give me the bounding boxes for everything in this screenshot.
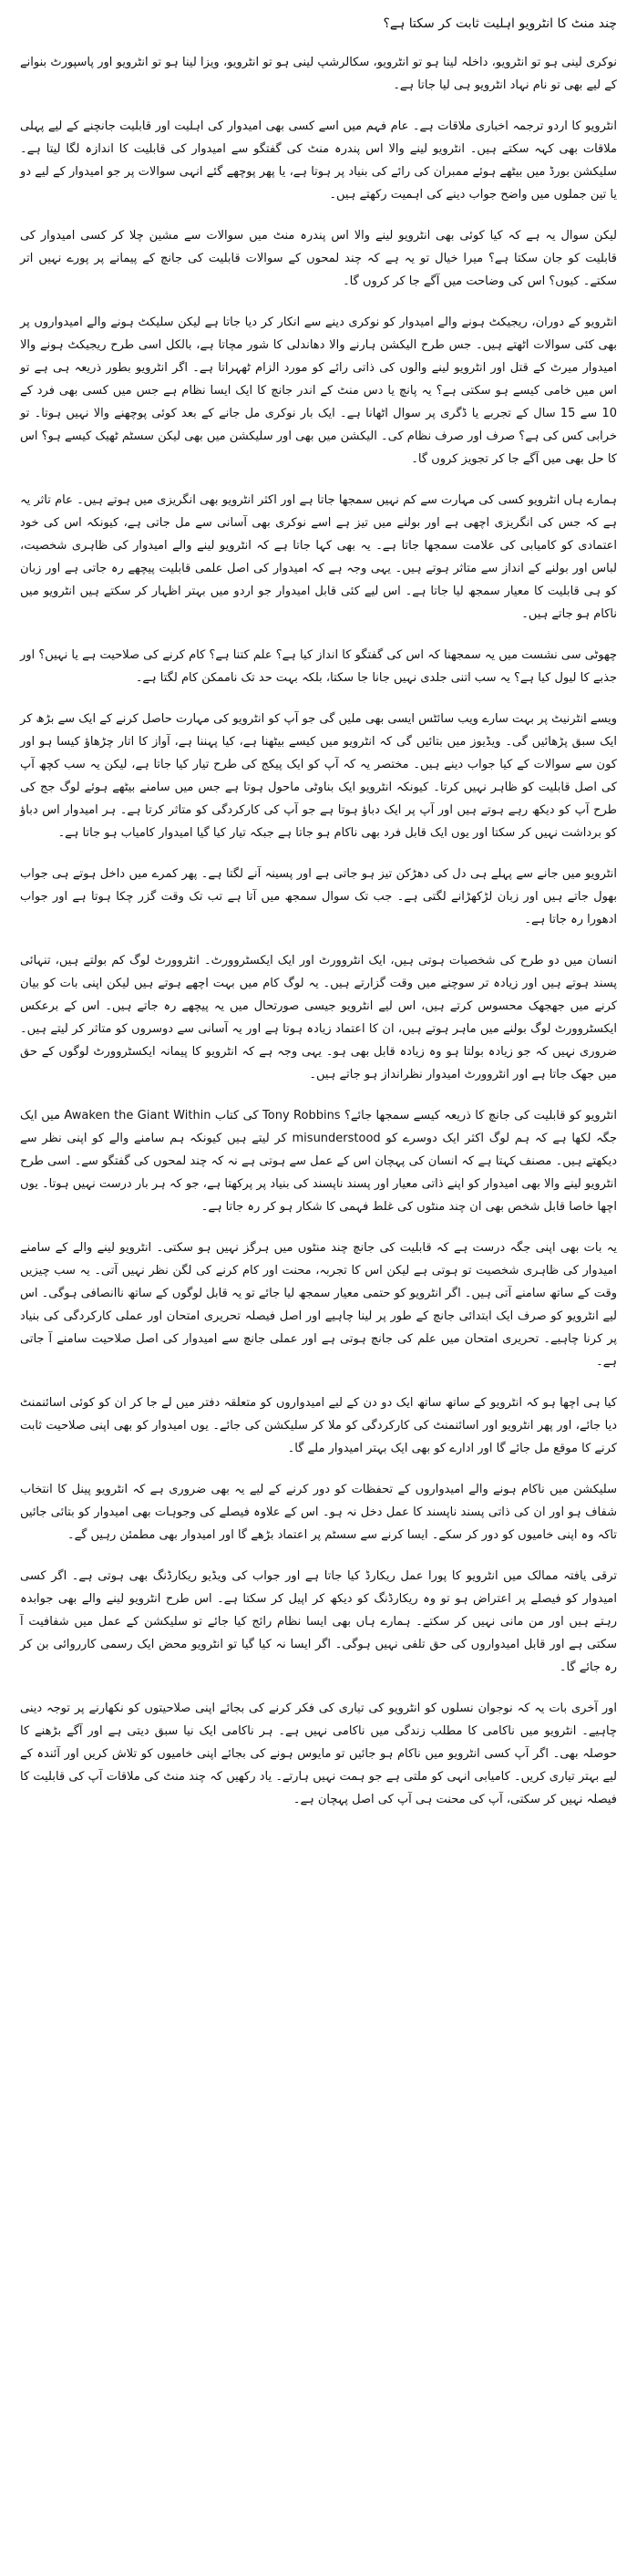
paragraph-2: انٹرویو کا اردو ترجمہ اخباری ملاقات ہے۔ عام فہم میں اسے کسی بھی امیدوار کی اہلیت اور قابلیت جانچنے کے لیے پہلی ملاقات بھی کہہ سکتے ہیں۔ انٹرویو لینے والا اس پندرہ منٹ کی گفتگو سے امیدوار کی قابلیت کا اندازہ لگا لیتا ہے۔ سلیکشن بورڈ میں بیٹھے ہوئے ممبران کی رائے کی بنیاد پر ہوتا ہے، یا پھر پوچھے گئے انہی سوالات پر جو امیدوار کے لیے دو یا تین جملوں میں واضح جواب دینے کی اہمیت رکھتے ہیں۔ (20, 119, 617, 202)
paragraph-11: یہ بات بھی اپنی جگہ درست ہے کہ قابلیت کی جانچ چند منٹوں میں ہرگز نہیں ہو سکتی۔ انٹرویو لینے والے کے سامنے امیدوار کی ظاہری شخصیت تو ہوتی ہے لیکن اس کا تجربہ، محنت اور کام کرنے کی لگن نظر نہیں آتی۔ یہ سب چیزیں وقت کے ساتھ سامنے آتی ہیں۔ اگر انٹرویو کو حتمی معیار سمجھ لیا جائے تو یہ قابل لوگوں کے ساتھ ناانصافی ہوگی۔ اس لیے انٹرویو کو صرف ایک ابتدائی جانچ کے طور پر لینا چاہیے اور اصل فیصلہ تحریری امتحان اور عملی کارکردگی کی بنیاد پر کرنا چاہیے۔ تحریری امتحان میں علم کی جانچ ہوتی ہے اور عملی جانچ سے امیدوار کی اصل صلاحیت سامنے آ جاتی ہے۔ (20, 1241, 617, 1369)
article-title: چند منٹ کا انٹرویو اہلیت ثابت کر سکتا ہے؟ (383, 16, 617, 31)
paragraph-9: انسان میں دو طرح کی شخصیات ہوتی ہیں، ایک انٹروورٹ اور ایک ایکسٹروورٹ۔ انٹروورٹ لوگ کم بولتے ہیں، تنہائی پسند ہوتے ہیں اور زیادہ تر سوچنے میں وقت گزارتے ہیں۔ یہ لوگ کام میں بہت اچھے ہوتے ہیں لیکن اپنی بات کو بیان کرنے میں جھجھک محسوس کرتے ہیں، اس لیے انٹرویو جیسی صورتحال میں یہ پیچھے رہ جاتے ہیں۔ اس کے برعکس ایکسٹروورٹ لوگ بولنے میں ماہر ہوتے ہیں، ان کا اعتماد زیادہ ہوتا ہے اور یہ آسانی سے دوسروں کو متاثر کر لیتے ہیں۔ ضروری نہیں کہ جو زیادہ بولتا ہو وہ زیادہ قابل بھی ہو۔ یہی وجہ ہے کہ انٹرویو کا پیمانہ ایکسٹروورٹ لوگوں کے حق میں جھک جاتا ہے اور انٹروورٹ امیدوار نظرانداز ہو جاتے ہیں۔ (20, 954, 617, 1081)
paragraph-15: اور آخری بات یہ کہ نوجوان نسلوں کو انٹرویو کی تیاری کی فکر کرنے کی بجائے اپنی صلاحیتوں کو نکھارنے پر توجہ دینی چاہیے۔ انٹرویو میں ناکامی کا مطلب زندگی میں ناکامی نہیں ہے۔ ہر ناکامی ایک نیا سبق دیتی ہے اور آگے بڑھنے کا حوصلہ بھی۔ اگر آپ کسی انٹرویو میں ناکام ہو جائیں تو مایوس ہونے کی بجائے اپنی خامیوں کو تلاش کریں اور آئندہ کے لیے بہتر تیاری کریں۔ کامیابی انہی کو ملتی ہے جو ہمت نہیں ہارتے۔ یاد رکھیں کہ چند منٹ کی ملاقات آپ کی قابلیت کا فیصلہ نہیں کر سکتی، آپ کی محنت ہی آپ کی اصل پہچان ہے۔ (20, 1702, 617, 1806)
paragraph-8: انٹرویو میں جانے سے پہلے ہی دل کی دھڑکن تیز ہو جاتی ہے اور پسینہ آنے لگتا ہے۔ پھر کمرے میں داخل ہوتے ہی جواب بھول جاتے ہیں اور زبان لڑکھڑانے لگتی ہے۔ جب تک سوال سمجھ میں آتا ہے تب تک وقت گزر چکا ہوتا ہے اور جواب ادھورا رہ جاتا ہے۔ (20, 867, 617, 926)
paragraph-7: ویسے انٹرنیٹ پر بہت سارے ویب سائٹس ایسی بھی ملیں گی جو آپ کو انٹرویو کی مہارت حاصل کرنے کے ایک سے بڑھ کر ایک سبق پڑھائیں گی۔ ویڈیوز میں بتائیں گی کہ انٹرویو میں کیسے بیٹھنا ہے، کیا پہننا ہے، آواز کا اتار چڑھاؤ کیسا ہو اور کون سے سوالات کے کیا جواب دینے ہیں۔ مختصر یہ کہ آپ کو ایک پیکج کی طرح تیار کیا جاتا ہے، لیکن یہ سب کچھ آپ کی اصل قابلیت کو ظاہر نہیں کرتا۔ کیونکہ انٹرویو ایک بناوٹی ماحول ہوتا ہے جس میں سامنے بیٹھے ہوئے لوگ جج کی طرح آپ کو دیکھ رہے ہوتے ہیں اور آپ پر ایک دباؤ ہوتا ہے جو آپ کی کارکردگی کو متاثر کرتا ہے۔ ہر امیدوار اس دباؤ کو برداشت نہیں کر سکتا اور یوں ایک قابل فرد بھی ناکام ہو جاتا ہے جبکہ تیار کیا گیا امیدوار کامیاب ہو جاتا ہے۔ (20, 712, 617, 840)
paragraph-6: چھوٹی سی نشست میں یہ سمجھنا کہ اس کی گفتگو کا انداز کیا ہے؟ علم کتنا ہے؟ کام کرنے کی صلاحیت ہے یا نہیں؟ اور جذبے کا لیول کیا ہے؟ یہ سب اتنی جلدی نہیں جانا جا سکتا، بلکہ بہت حد تک ناممکن کام لگتا ہے۔ (20, 648, 617, 685)
paragraph-4: انٹرویو کے دوران، ریجیکٹ ہونے والے امیدوار کو نوکری دینے سے انکار کر دیا جاتا ہے لیکن سلیکٹ ہونے والے امیدواروں پر بھی کئی سوالات اٹھتے ہیں۔ جس طرح الیکشن ہارنے والا دھاندلی کا شور مچاتا ہے، بالکل اسی طرح ریجیکٹ ہونے والا امیدوار میرٹ کے قتل اور انٹرویو لینے والوں کی ذاتی رائے کو مورد الزام ٹھہراتا ہے۔ اگر انٹرویو بطور ذریعہ ہی ہے تو اس میں خامی کیسے ہو سکتی ہے؟ یہ پانچ یا دس منٹ کے اندر جانچ کا ایک ایسا نظام ہے جس میں کسی بھی فرد کے 10 سے 15 سال کے تجربے یا ڈگری پر سوال اٹھانا ہے۔ ایک بار نوکری مل جانے کے بعد کوئی پوچھنے والا نہیں ہوتا۔ تو خرابی کس کی ہے؟ صرف اور صرف نظام کی۔ الیکشن میں بھی اور سلیکشن میں بھی لیکن سسٹم ٹھیک کیسے ہو؟ اس کا حل بھی میں آگے جا کر تجویز کروں گا۔ (20, 316, 617, 466)
paragraph-13: سلیکشن میں ناکام ہونے والے امیدواروں کے تحفظات کو دور کرنے کے لیے یہ بھی ضروری ہے کہ انٹرویو پینل کا انتخاب شفاف ہو اور ان کی ذاتی پسند ناپسند کا عمل دخل نہ ہو۔ اس کے علاوہ فیصلے کی وجوہات بھی امیدوار کو بتائی جائیں تاکہ وہ اپنی خامیوں کو دور کر سکے۔ ایسا کرنے سے سسٹم پر اعتماد بڑھے گا اور امیدوار بھی مطمئن رہیں گے۔ (20, 1483, 617, 1542)
paragraph-12: کیا ہی اچھا ہو کہ انٹرویو کے ساتھ ساتھ ایک دو دن کے لیے امیدواروں کو متعلقہ دفتر میں لے جا کر ان کو کوئی اسائنمنٹ دیا جائے، اور پھر انٹرویو اور اسائنمنٹ کی کارکردگی کو ملا کر سلیکشن کی جائے۔ یوں امیدوار کو بھی اپنی صلاحیت ثابت کرنے کا موقع مل جائے گا اور ادارے کو بھی ایک بہتر امیدوار ملے گا۔ (20, 1396, 617, 1455)
paragraph-14: ترقی یافتہ ممالک میں انٹرویو کا پورا عمل ریکارڈ کیا جاتا ہے اور جواب کی ویڈیو ریکارڈنگ بھی ہوتی ہے۔ اگر کسی امیدوار کو فیصلے پر اعتراض ہو تو وہ ریکارڈنگ کو دیکھ کر اپیل کر سکتا ہے۔ اس طرح انٹرویو لینے والے بھی جوابدہ رہتے ہیں اور من مانی نہیں کر سکتے۔ ہمارے ہاں بھی ایسا نظام رائج کیا جائے تو سلیکشن کے عمل میں شفافیت آ سکتی ہے اور قابل امیدواروں کی حق تلفی نہیں ہوگی۔ اگر ایسا نہ کیا گیا تو انٹرویو محض ایک رسمی کارروائی بن کر رہ جائے گا۔ (20, 1569, 617, 1674)
paragraph-1: نوکری لینی ہو تو انٹرویو، داخلہ لینا ہو تو انٹرویو، سکالرشپ لینی ہو تو انٹرویو، ویزا لینا ہو تو انٹرویو اور پاسپورٹ بنوانے کے لیے بھی تو نام نہاد انٹرویو ہی لیا جاتا ہے۔ (20, 56, 617, 92)
paragraph-5: ہمارے ہاں انٹرویو کسی کی مہارت سے کم نہیں سمجھا جاتا ہے اور اکثر انٹرویو بھی انگریزی میں ہوتے ہیں۔ عام تاثر یہ ہے کہ جس کی انگریزی اچھی ہے اور بولنے میں تیز ہے اسے نوکری بھی آسانی سے مل جاتی ہے، کیونکہ اس کی خود اعتمادی کو کامیابی کی علامت سمجھا جاتا ہے۔ یہ بھی کہا جاتا ہے کہ انٹرویو لینے والے امیدوار کی ظاہری شخصیت، لباس اور بولنے کے انداز سے متاثر ہوتے ہیں۔ یہی وجہ ہے کہ امیدوار کی اصل علمی قابلیت پیچھے رہ جاتی ہے اور زبان کو ہی قابلیت کا معیار سمجھ لیا جاتا ہے۔ اس لیے کئی قابل امیدوار جو اردو میں بہتر اظہار کر سکتے ہیں انٹرویو میں ناکام ہو جاتے ہیں۔ (20, 493, 617, 621)
paragraph-3: لیکن سوال یہ ہے کہ کیا کوئی بھی انٹرویو لینے والا اس پندرہ منٹ میں سوالات سے مشین چلا کر کسی امیدوار کی قابلیت کو جان سکتا ہے؟ میرا خیال تو یہ ہے کہ چند لمحوں کے سوالات قابلیت کی جانچ کے پیمانے پر پورے نہیں اتر سکتے۔ کیوں؟ اس کی وضاحت میں آگے جا کر کروں گا۔ (20, 229, 617, 288)
paragraph-10: انٹرویو کو قابلیت کی جانچ کا ذریعہ کیسے سمجھا جائے؟ Tony Robbins کی کتاب Awaken the Giant Within میں ایک جگہ لکھا ہے کہ ہم لوگ اکثر ایک دوسرے کو misunderstood کر لیتے ہیں کیونکہ ہم سامنے والے کو اپنی نظر سے دیکھتے ہیں۔ مصنف کہتا ہے کہ انسان کی پہچان اس کے عمل سے ہوتی ہے نہ کہ چند لمحوں کی گفتگو سے۔ اسی طرح انٹرویو لینے والا بھی امیدوار کو اپنے ذاتی معیار اور پسند ناپسند کی بنیاد پر پرکھتا ہے، جو کہ ہر بار درست نہیں ہوتا۔ یوں اچھا خاصا قابل شخص بھی ان چند منٹوں کی غلط فہمی کا شکار ہو کر رہ جاتا ہے۔ (20, 1109, 618, 1214)
